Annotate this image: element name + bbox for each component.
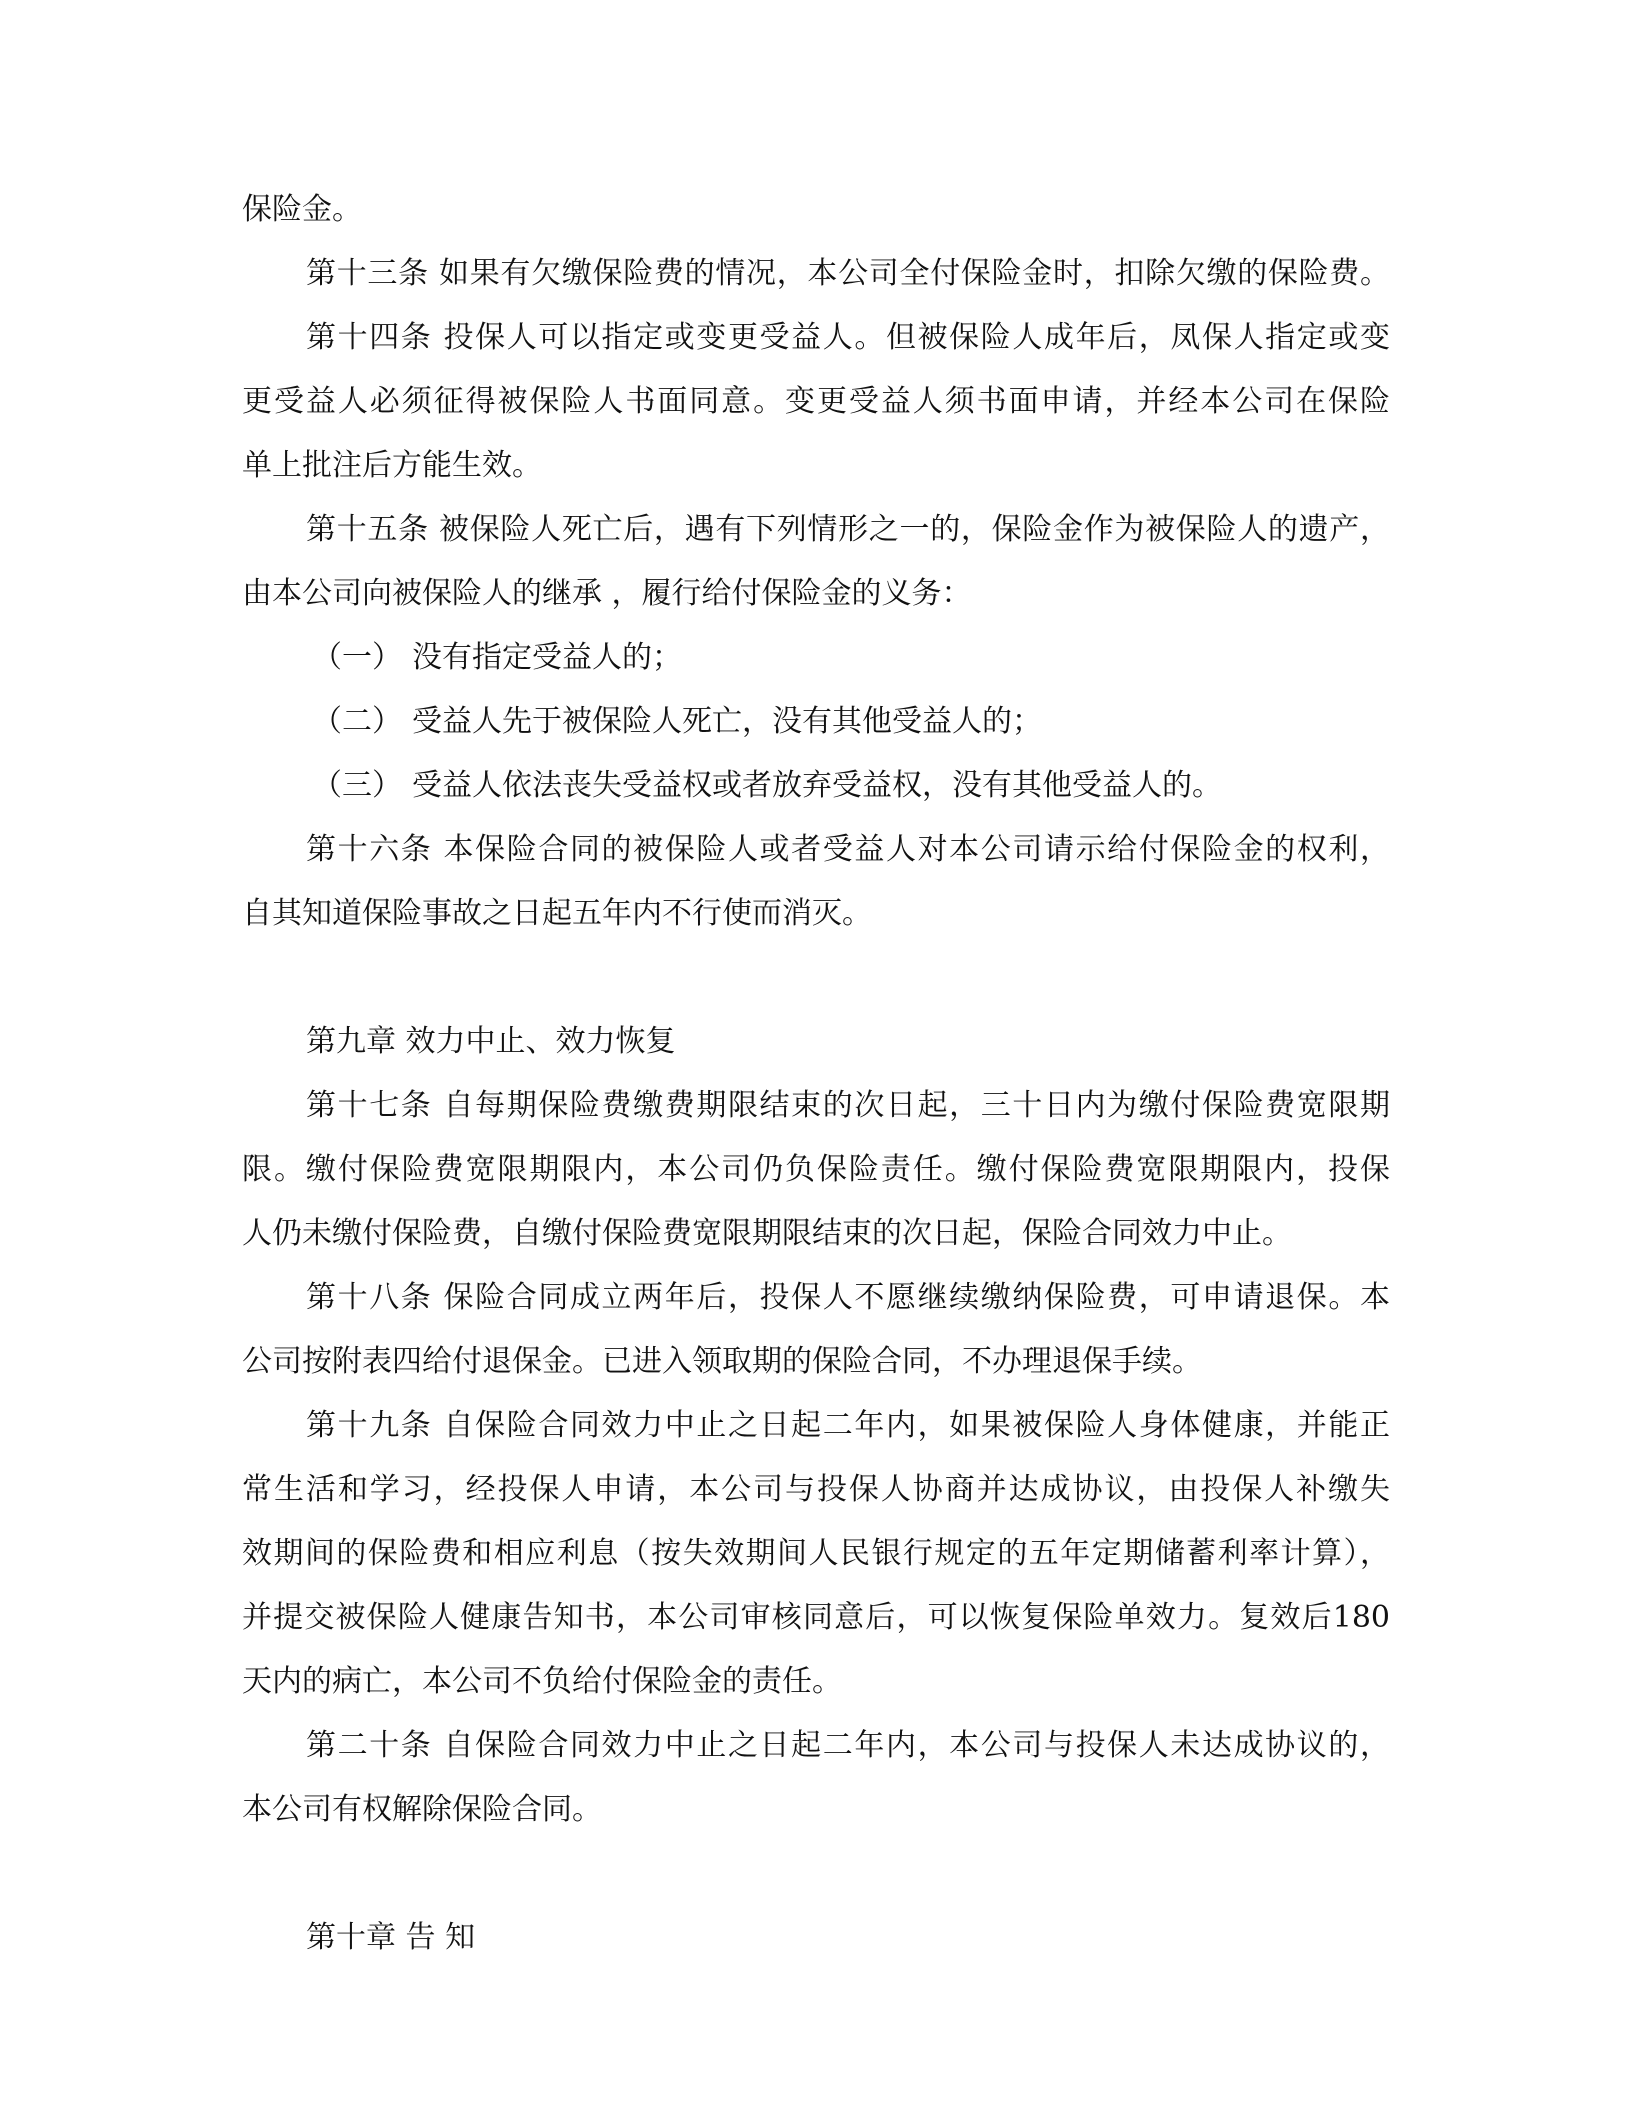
text-line: 本公司有权解除保险合同。 [242, 1792, 602, 1827]
text-line: 自其知道保险事故之日起五年内不行使而消灭。 [242, 896, 872, 931]
chapter-9-heading: 第九章 效力中止、效力恢复 [306, 1024, 676, 1059]
list-item [312, 638, 682, 678]
list-item-number: （二） [312, 704, 402, 739]
text-line: 限。缴付保险费宽限期限内，本公司仍负保险责任。缴付保险费宽限期限内，投保 [242, 1152, 1390, 1187]
list-item-text: 没有指定受益人的； [412, 640, 682, 675]
list-item-number: （一） [312, 640, 402, 675]
article-16: 第十六条 本保险合同的被保险人或者受益人对本公司请示给付保险金的权利， [306, 832, 1390, 867]
text-line: 并提交被保险人健康告知书，本公司审核同意后，可以恢复保险单效力。复效后180 [242, 1600, 1390, 1635]
article-19: 第十九条 自保险合同效力中止之日起二年内，如果被保险人身体健康，并能正 [306, 1408, 1390, 1443]
list-item-text: 受益人依法丧失受益权或者放弃受益权，没有其他受益人的。 [412, 768, 1222, 803]
article-17: 第十七条 自每期保险费缴费期限结束的次日起，三十日内为缴付保险费宽限期 [306, 1088, 1390, 1123]
article-18: 第十八条 保险合同成立两年后，投保人不愿继续缴纳保险费，可申请退保。本 [306, 1280, 1390, 1315]
list-item-text: 受益人先于被保险人死亡，没有其他受益人的； [412, 704, 1042, 739]
list-item-number: （三） [312, 768, 402, 803]
list-item [312, 766, 1222, 806]
article-14: 第十四条 投保人可以指定或变更受益人。但被保险人成年后，凤保人指定或变 [306, 320, 1390, 355]
text-line: 更受益人必须征得被保险人书面同意。变更受益人须书面申请，并经本公司在保险 [242, 384, 1390, 419]
text-line: 保险金。 [242, 192, 362, 227]
article-15: 第十五条 被保险人死亡后，遇有下列情形之一的，保险金作为被保险人的遗产， [306, 512, 1390, 547]
text-line: 天内的病亡，本公司不负给付保险金的责任。 [242, 1664, 842, 1699]
list-item [312, 702, 1042, 742]
text-line: 常生活和学习，经投保人申请，本公司与投保人协商并达成协议，由投保人补缴失 [242, 1472, 1390, 1507]
text-line: 效期间的保险费和相应利息（按失效期间人民银行规定的五年定期储蓄利率计算）， [242, 1536, 1390, 1571]
article-20: 第二十条 自保险合同效力中止之日起二年内，本公司与投保人未达成协议的， [306, 1728, 1390, 1763]
text-line: 单上批注后方能生效。 [242, 448, 542, 483]
chapter-10-heading: 第十章 告 知 [306, 1920, 476, 1955]
document-page [242, 0, 1390, 2112]
article-13: 第十三条 如果有欠缴保险费的情况，本公司全付保险金时，扣除欠缴的保险费。 [306, 256, 1390, 291]
text-line: 公司按附表四给付退保金。已进入领取期的保险合同，不办理退保手续。 [242, 1344, 1202, 1379]
text-line: 人仍未缴付保险费，自缴付保险费宽限期限结束的次日起，保险合同效力中止。 [242, 1216, 1292, 1251]
text-line: 由本公司向被保险人的继承 ，履行给付保险金的义务： [242, 576, 972, 611]
